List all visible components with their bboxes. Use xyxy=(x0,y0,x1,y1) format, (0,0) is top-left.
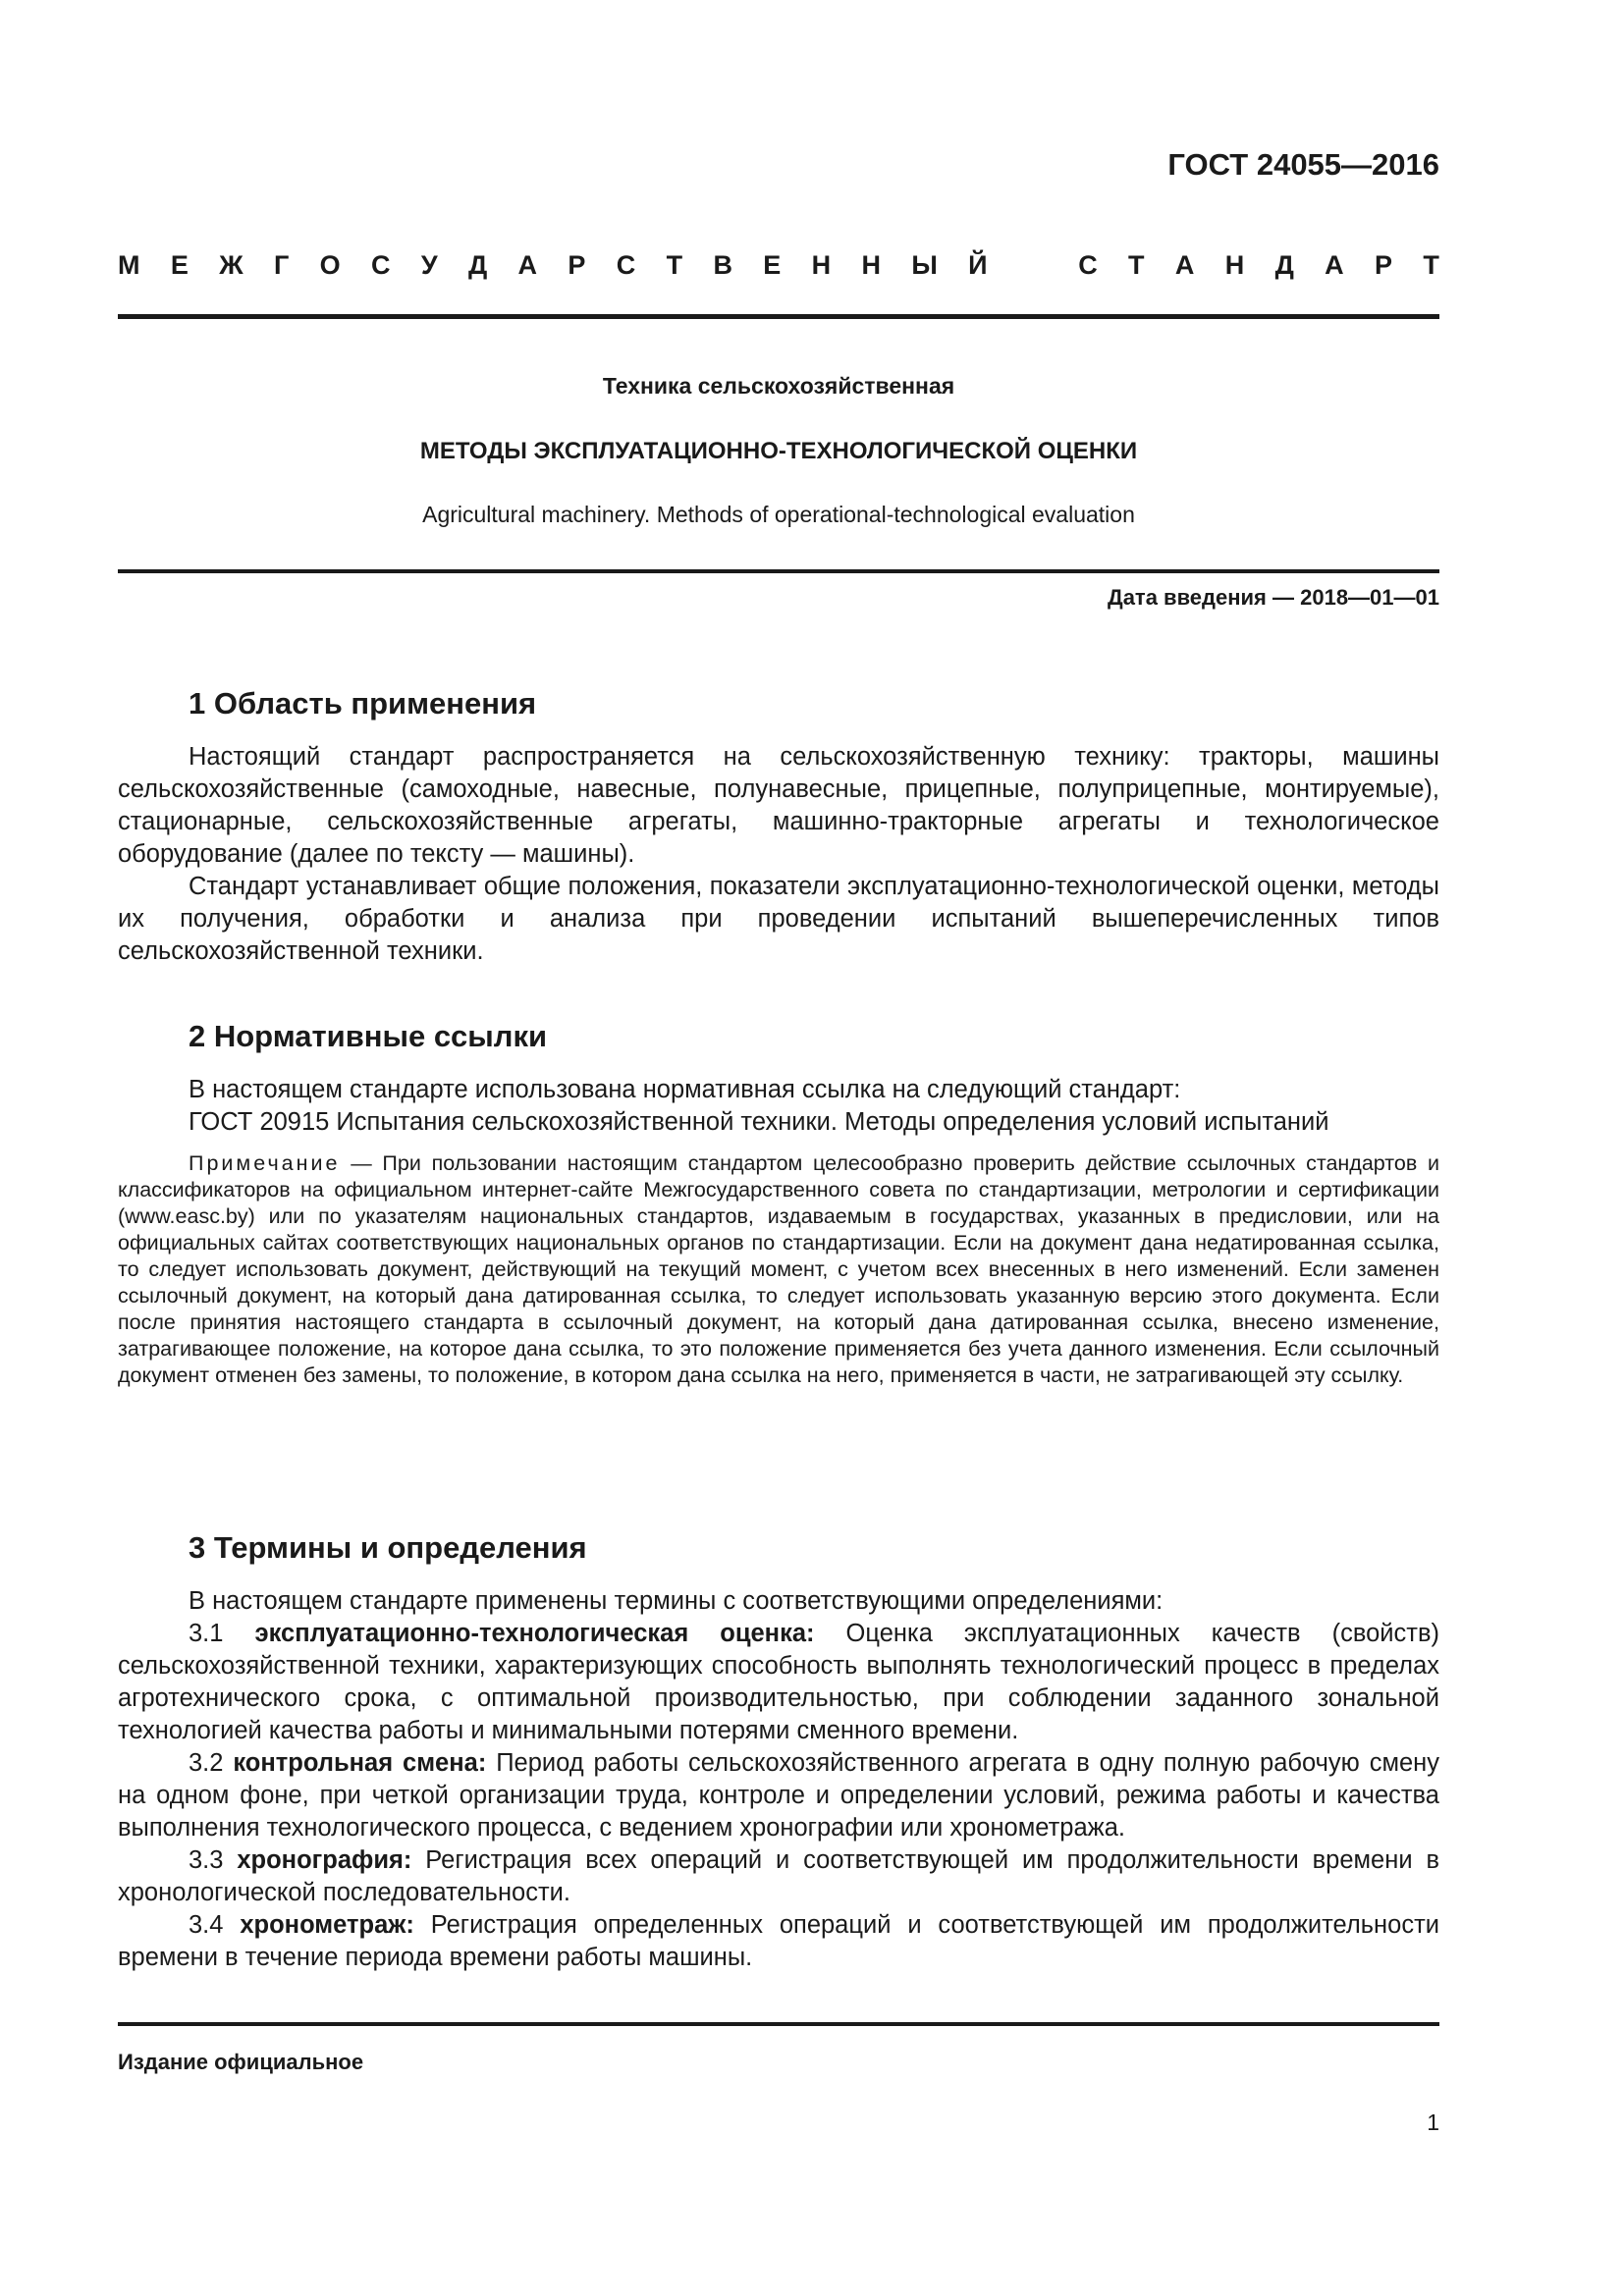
banner-letter: Ж xyxy=(219,250,244,280)
banner-letter: С xyxy=(370,250,391,280)
note-label: Примечание xyxy=(189,1151,341,1175)
term: хронография: xyxy=(237,1846,412,1874)
interstate-standard-banner xyxy=(118,250,1439,281)
paragraph: Стандарт устанавливает общие положения, показатели эксплуатационно-технологической оценки, методы их получения, обработки и анализа при проведении испытаний вышеперечисленных типов сельскохозяйственной техники. xyxy=(118,873,1439,965)
banner-letter: Н xyxy=(1224,250,1245,280)
title-line-1: Техника сельскохозяйственная xyxy=(602,373,955,399)
banner-letter: А xyxy=(1325,250,1344,280)
section-normative-references xyxy=(118,1017,1439,1389)
banner-letter: Ы xyxy=(911,250,938,280)
footer-rule xyxy=(118,2022,1439,2026)
banner-letter: А xyxy=(1174,250,1195,280)
standard-number: ГОСТ 24055—2016 xyxy=(1167,147,1439,182)
banner-letter: С xyxy=(616,250,636,280)
page-number: 1 xyxy=(1427,2109,1439,2135)
section-heading: 2 Нормативные ссылки xyxy=(189,1019,548,1053)
official-edition: Издание официальное xyxy=(118,2050,364,2074)
banner-letter: Д xyxy=(467,250,488,280)
banner-letter: Е xyxy=(763,250,782,280)
section-heading: 3 Термины и определения xyxy=(189,1530,587,1565)
section-heading: 1 Область применения xyxy=(189,686,537,721)
title-line-2: МЕТОДЫ ЭКСПЛУАТАЦИОННО-ТЕХНОЛОГИЧЕСКОЙ ОЦЕНКИ xyxy=(419,438,1138,464)
reference-item: ГОСТ 20915 Испытания сельскохозяйственной техники. Методы определения условий испытаний xyxy=(189,1108,1329,1136)
banner-letter: Т xyxy=(1128,250,1145,280)
term: контрольная смена: xyxy=(233,1749,487,1777)
term-definition: 3.4 хронометраж: Регистрация определенных операций и соответствующей им продолжительности времени в течение периода времени работы машины. xyxy=(118,1911,1439,1971)
banner-letter: У xyxy=(420,250,438,280)
banner-letter: Р xyxy=(568,250,586,280)
section-scope xyxy=(118,684,1439,968)
banner-letter: Й xyxy=(968,250,988,280)
introduction-date: Дата введения — 2018—01—01 xyxy=(1108,585,1439,610)
banner-letter: Г xyxy=(273,250,290,280)
banner-letter: В xyxy=(713,250,732,280)
banner-letter: Т xyxy=(1423,250,1439,280)
paragraph: В настоящем стандарте использована нормативная ссылка на следующий стандарт: xyxy=(189,1076,1181,1103)
section-terms-definitions xyxy=(118,1528,1439,1974)
title-rule xyxy=(118,569,1439,573)
banner-letter: Р xyxy=(1375,250,1393,280)
term-definition: 3.1 эксплуатационно-технологическая оценка: Оценка эксплуатационных качеств (свойств) сельскохозяйственной техники, характеризующих способность выполнять технологический процесс в пределах агротехнического срока, с оптимальной производительностью, при соблюдении заданного зональной технологией качества работы и минимальными потерями сменного времени. xyxy=(118,1620,1439,1744)
banner-letter: М xyxy=(118,250,140,280)
banner-letter: О xyxy=(319,250,341,280)
term: эксплуатационно-технологическая оценка: xyxy=(254,1620,815,1647)
note xyxy=(118,1150,1439,1389)
banner-letter: Н xyxy=(861,250,881,280)
term-definition: 3.3 хронография: Регистрация всех операций и соответствующей им продолжительности времени в хронологической последовательности. xyxy=(118,1846,1439,1906)
paragraph: В настоящем стандарте применены термины с соответствующими определениями: xyxy=(189,1587,1164,1615)
banner-letter: Е xyxy=(170,250,189,280)
banner-letter: Н xyxy=(811,250,832,280)
note-text: — При пользовании настоящим стандартом целесообразно проверить действие ссылочных стандартов и классификаторов на официальном интернет-сайте Межгосударственного совета по стандартизации, метрологии и сертификации (www.easc.by) или по указателям национальных стандартов, издаваемым в государствах, указанных в предисловии, или на официальных сайтах соответствующих национальных органов по стандартизации. Если на документ дана недатированная ссылка, то следует использовать документ, действующий на текущий момент, с учетом всех внесенных в него изменений. Если заменен ссылочный документ, на который дана датированная ссылка, то следует использовать указанную версию этого документа. Если после принятия настоящего стандарта в ссылочный документ, на который дана датированная ссылка, внесено изменение, затрагивающее положение, на которое дана ссылка, то это положение применяется без учета данного изменения. Если ссылочный документ отменен без замены, то положение, в котором дана ссылка на него, применяется в части, не затрагивающей эту ссылку. xyxy=(118,1151,1439,1387)
paragraph: Настоящий стандарт распространяется на сельскохозяйственную технику: тракторы, машины сельскохозяйственные (самоходные, навесные, полунавесные, прицепные, полуприцепные, монтируемые), стационарные, сельскохозяйственные агрегаты, машинно-тракторные агрегаты и технологическое оборудование (далее по тексту — машины). xyxy=(118,743,1439,868)
title-line-english: Agricultural machinery. Methods of operational-technological evaluation xyxy=(422,502,1135,527)
term-definition: 3.2 контрольная смена: Период работы сельскохозяйственного агрегата в одну полную рабочую смену на одном фоне, при четкой организации труда, контроле и определении условий, режима работы и качества выполнения технологического процесса, с ведением хронографии или хронометража. xyxy=(118,1749,1439,1842)
header-rule xyxy=(118,314,1439,319)
banner-letter: А xyxy=(517,250,538,280)
banner-letter: Т xyxy=(666,250,683,280)
term: хронометраж: xyxy=(240,1911,414,1939)
document-page xyxy=(118,0,1439,2296)
banner-letter: Д xyxy=(1274,250,1294,280)
banner-letter: С xyxy=(1078,250,1098,280)
